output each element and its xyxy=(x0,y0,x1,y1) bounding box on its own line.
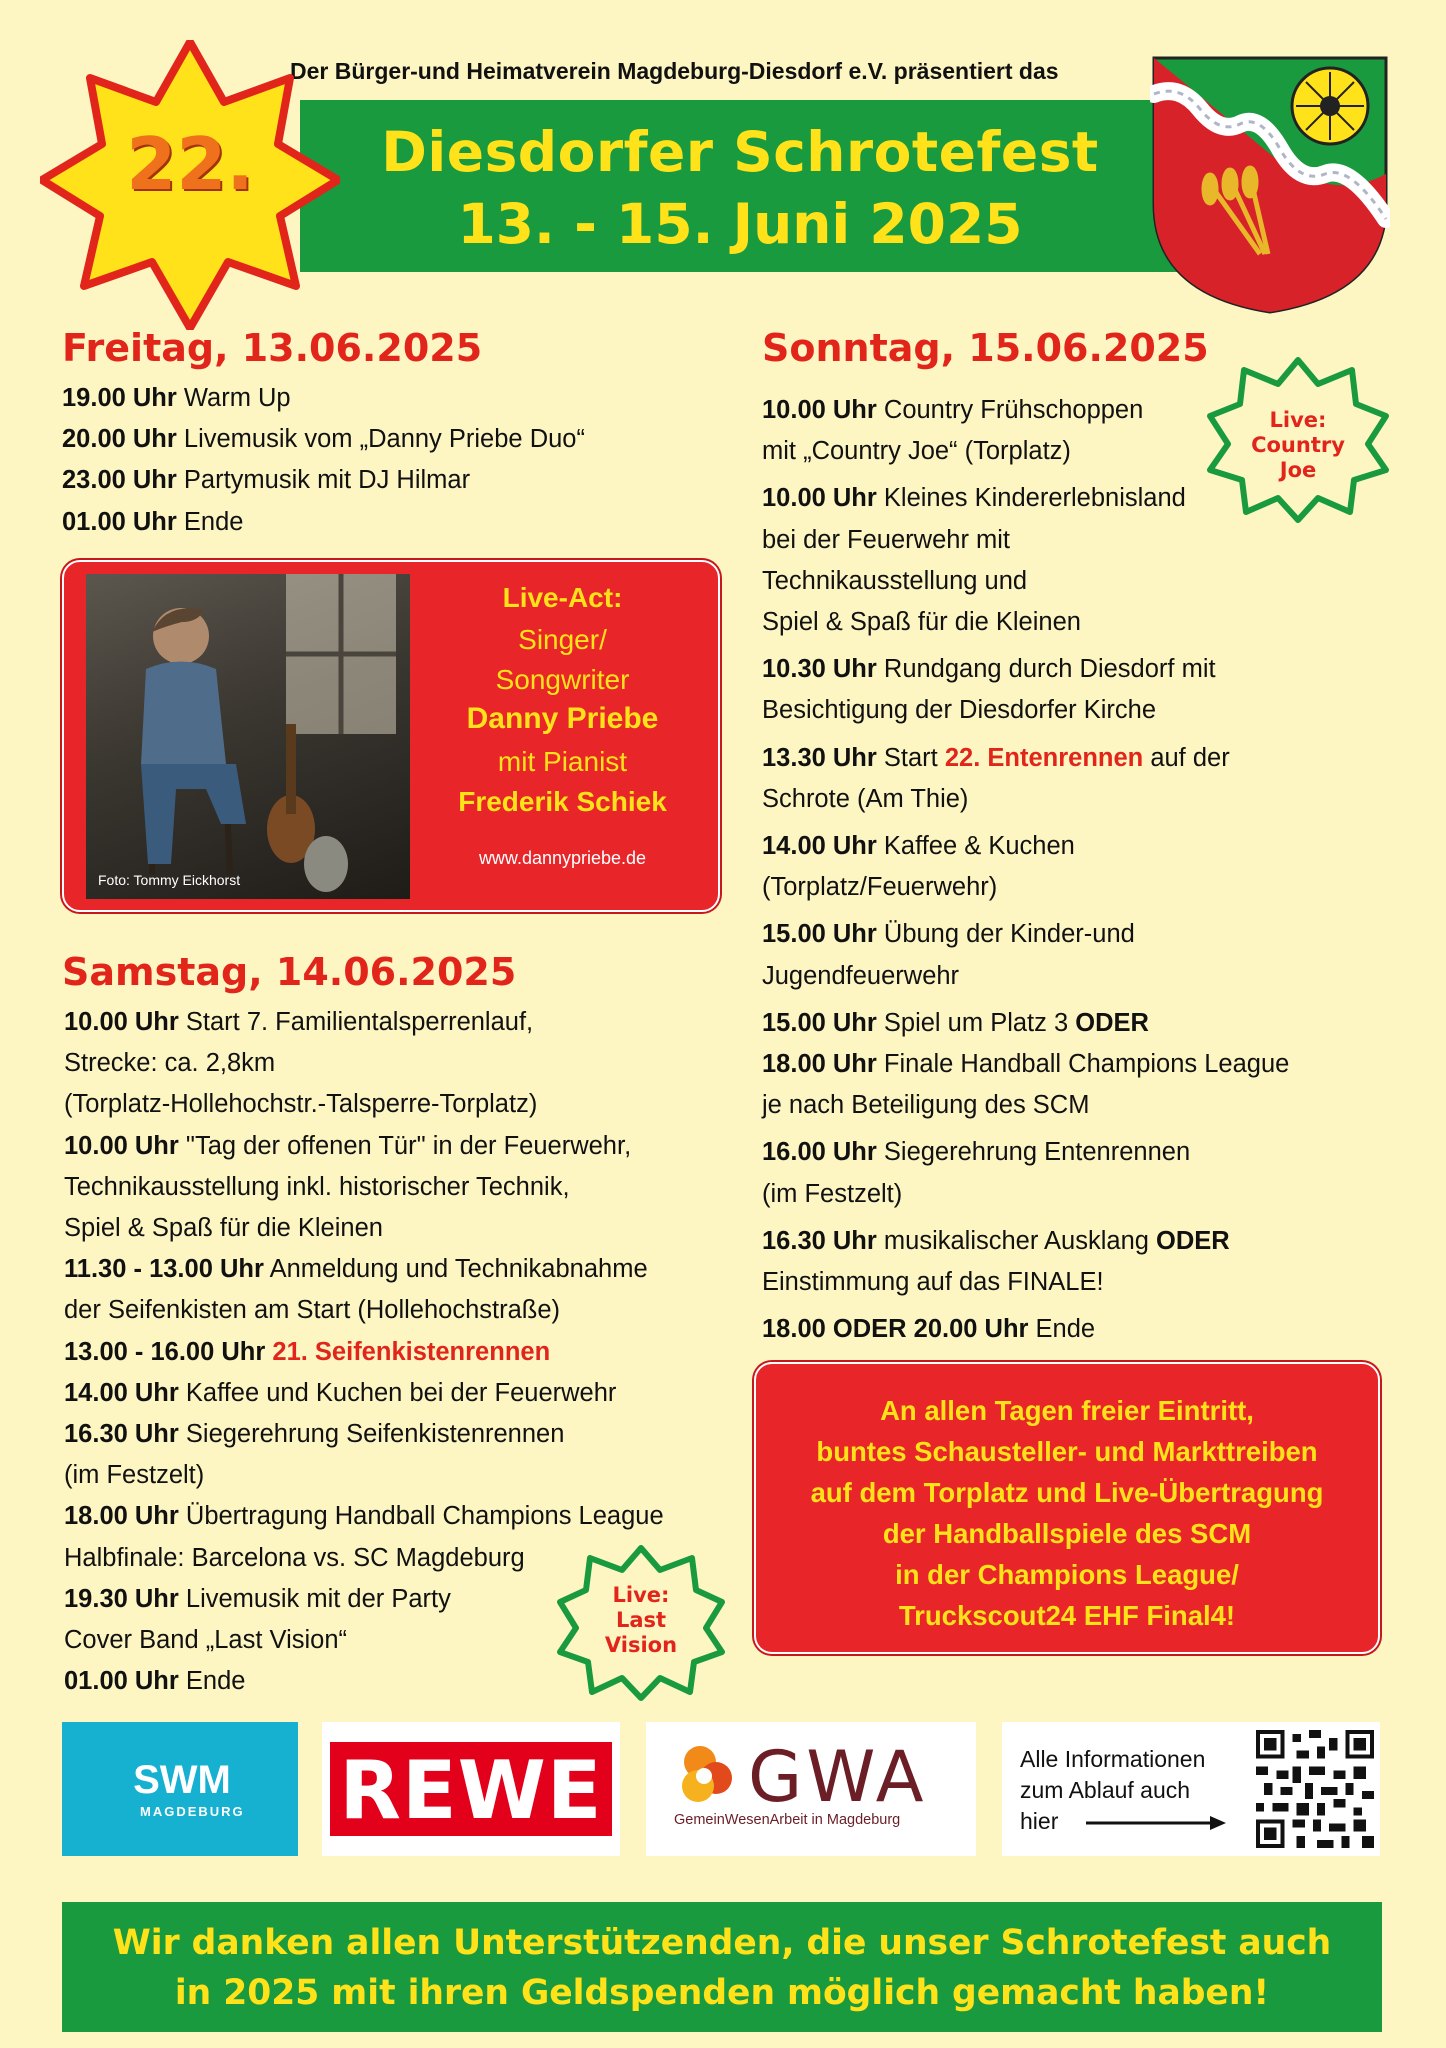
artist-photo-image xyxy=(86,574,410,899)
list-item: 10.00 Uhr Kleines Kindererlebnisland xyxy=(762,484,1186,513)
list-item: 14.00 Uhr Kaffee und Kuchen bei der Feuerwehr xyxy=(64,1378,617,1407)
list-item: 15.00 Uhr Übung der Kinder-und xyxy=(762,920,1135,949)
footer-thanks: Wir danken allen Unterstützenden, die unser Schrotefest auch in 2025 mit ihren Geldspenden möglich gemacht haben! xyxy=(112,1923,1332,2013)
edition-number: 22. xyxy=(126,122,254,206)
list-item: Einstimmung auf das FINALE! xyxy=(762,1268,1104,1297)
qr-code-icon[interactable] xyxy=(1256,1730,1374,1848)
list-item: Spiel & Spaß für die Kleinen xyxy=(762,608,1081,637)
fest-title: Diesdorfer Schrotefest xyxy=(381,120,1099,184)
list-item: 13.00 - 16.00 Uhr 21. Seifenkistenrennen xyxy=(64,1337,551,1366)
list-item: 18.00 ODER 20.00 Uhr Ende xyxy=(762,1315,1096,1344)
photo-credit: Foto: Tommy Eickhorst xyxy=(98,872,241,888)
live-badge-last-vision-text: Live: Last Vision xyxy=(604,1583,678,1657)
list-item: 11.30 - 13.00 Uhr Anmeldung und Technikabnahme xyxy=(64,1255,648,1284)
list-item: Technikausstellung und xyxy=(762,566,1028,595)
friday-heading: Freitag, 13.06.2025 xyxy=(62,326,483,370)
liveact-label: Live-Act: xyxy=(502,582,623,613)
list-item: 19.00 Uhr Warm Up xyxy=(62,384,291,412)
sunday-heading: Sonntag, 15.06.2025 xyxy=(762,326,1209,370)
sponsor-gwa-name: GWA xyxy=(748,1736,928,1818)
presenter-line: Der Bürger-und Heimatverein Magdeburg-Diesdorf e.V. präsentiert das xyxy=(290,58,1059,84)
arrow-right-icon xyxy=(1086,1816,1226,1830)
coat-of-arms-icon xyxy=(1150,54,1390,316)
list-item: 10.00 Uhr Start 7. Familientalsperrenlauf, xyxy=(64,1008,534,1036)
list-item: 01.00 Uhr Ende xyxy=(64,1667,246,1696)
list-item: bei der Feuerwehr mit xyxy=(762,525,1011,554)
list-item: Spiel & Spaß für die Kleinen xyxy=(64,1214,383,1243)
list-item: (im Festzelt) xyxy=(762,1179,903,1208)
list-item: je nach Beteiligung des SCM xyxy=(762,1091,1090,1120)
list-item: (im Festzelt) xyxy=(64,1461,205,1490)
list-item: 10.00 Uhr "Tag der offenen Tür" in der Feuerwehr, xyxy=(64,1131,632,1160)
list-item: 16.30 Uhr Siegerehrung Seifenkistenrennen xyxy=(64,1420,565,1449)
list-item: 10.00 Uhr Country Frühschoppen xyxy=(762,396,1144,424)
fest-dates: 13. - 15. Juni 2025 xyxy=(457,192,1023,256)
list-item: Cover Band „Last Vision“ xyxy=(64,1626,348,1655)
saturday-heading: Samstag, 14.06.2025 xyxy=(62,950,517,994)
list-item: (Torplatz/Feuerwehr) xyxy=(762,873,998,902)
list-item: Strecke: ca. 2,8km xyxy=(64,1049,276,1078)
list-item: 01.00 Uhr Ende xyxy=(62,507,244,536)
list-item: Halbfinale: Barcelona vs. SC Magdeburg xyxy=(64,1543,525,1572)
list-item: 16.30 Uhr musikalischer Ausklang ODER xyxy=(762,1226,1230,1255)
liveact-website[interactable]: www.dannypriebe.de xyxy=(478,848,647,868)
list-item: (Torplatz-Hollehochstr.-Talsperre-Torplatz) xyxy=(64,1090,538,1119)
list-item: 16.00 Uhr Siegerehrung Entenrennen xyxy=(762,1138,1191,1167)
list-item: 15.00 Uhr Spiel um Platz 3 ODER xyxy=(762,1008,1149,1037)
list-item: mit „Country Joe“ (Torplatz) xyxy=(762,437,1071,466)
list-item: der Seifenkisten am Start (Hollehochstraße) xyxy=(64,1296,561,1325)
list-item: 20.00 Uhr Livemusik vom „Danny Priebe Duo“ xyxy=(62,425,585,454)
list-item: Besichtigung der Diesdorfer Kirche xyxy=(762,696,1157,725)
qr-caption: Alle Informationen zum Ablauf auch hier xyxy=(1020,1746,1206,1834)
liveact-artist: Danny Priebe xyxy=(466,702,659,735)
artist-photo xyxy=(86,574,410,899)
list-item: 14.00 Uhr Kaffee & Kuchen xyxy=(762,832,1075,861)
sponsor-swm-sub: MAGDEBURG xyxy=(140,1804,245,1819)
liveact-pianist: Frederik Schiek xyxy=(458,786,667,817)
sunday-schedule xyxy=(762,390,1362,1350)
sponsor-swm-name: SWM xyxy=(133,1758,231,1802)
friday-schedule xyxy=(62,378,702,543)
liveact-with: mit Pianist xyxy=(497,746,628,777)
sponsor-gwa-sub: GemeinWesenArbeit in Magdeburg xyxy=(674,1812,901,1828)
liveact-role-2: Songwriter xyxy=(495,664,630,695)
list-item: 18.00 Uhr Finale Handball Champions League xyxy=(762,1050,1290,1079)
gwa-flower-icon xyxy=(670,1740,742,1812)
list-item: Schrote (Am Thie) xyxy=(762,784,969,813)
list-item: Technikausstellung inkl. historischer Technik, xyxy=(64,1172,570,1201)
live-badge-country-joe-text: Live: Country Joe xyxy=(1251,408,1345,482)
list-item: Jugendfeuerwehr xyxy=(762,961,960,990)
list-item: 18.00 Uhr Übertragung Handball Champions League xyxy=(64,1502,664,1531)
list-item: 19.30 Uhr Livemusik mit der Party xyxy=(64,1584,451,1613)
info-text: An allen Tagen freier Eintritt, buntes Schausteller- und Markttreiben auf dem Torplatz und Live-Übertragung der Handballspiele des SCM in der Champions League/ Truckscout24 EHF Final4! xyxy=(810,1395,1324,1631)
list-item: 13.30 Uhr Start 22. Entenrennen auf der xyxy=(762,743,1230,772)
list-item: 10.30 Uhr Rundgang durch Diesdorf mit xyxy=(762,655,1216,684)
sponsor-rewe-name: REWE xyxy=(339,1744,603,1837)
liveact-role: Singer/ xyxy=(518,624,607,655)
list-item: 23.00 Uhr Partymusik mit DJ Hilmar xyxy=(62,466,471,495)
